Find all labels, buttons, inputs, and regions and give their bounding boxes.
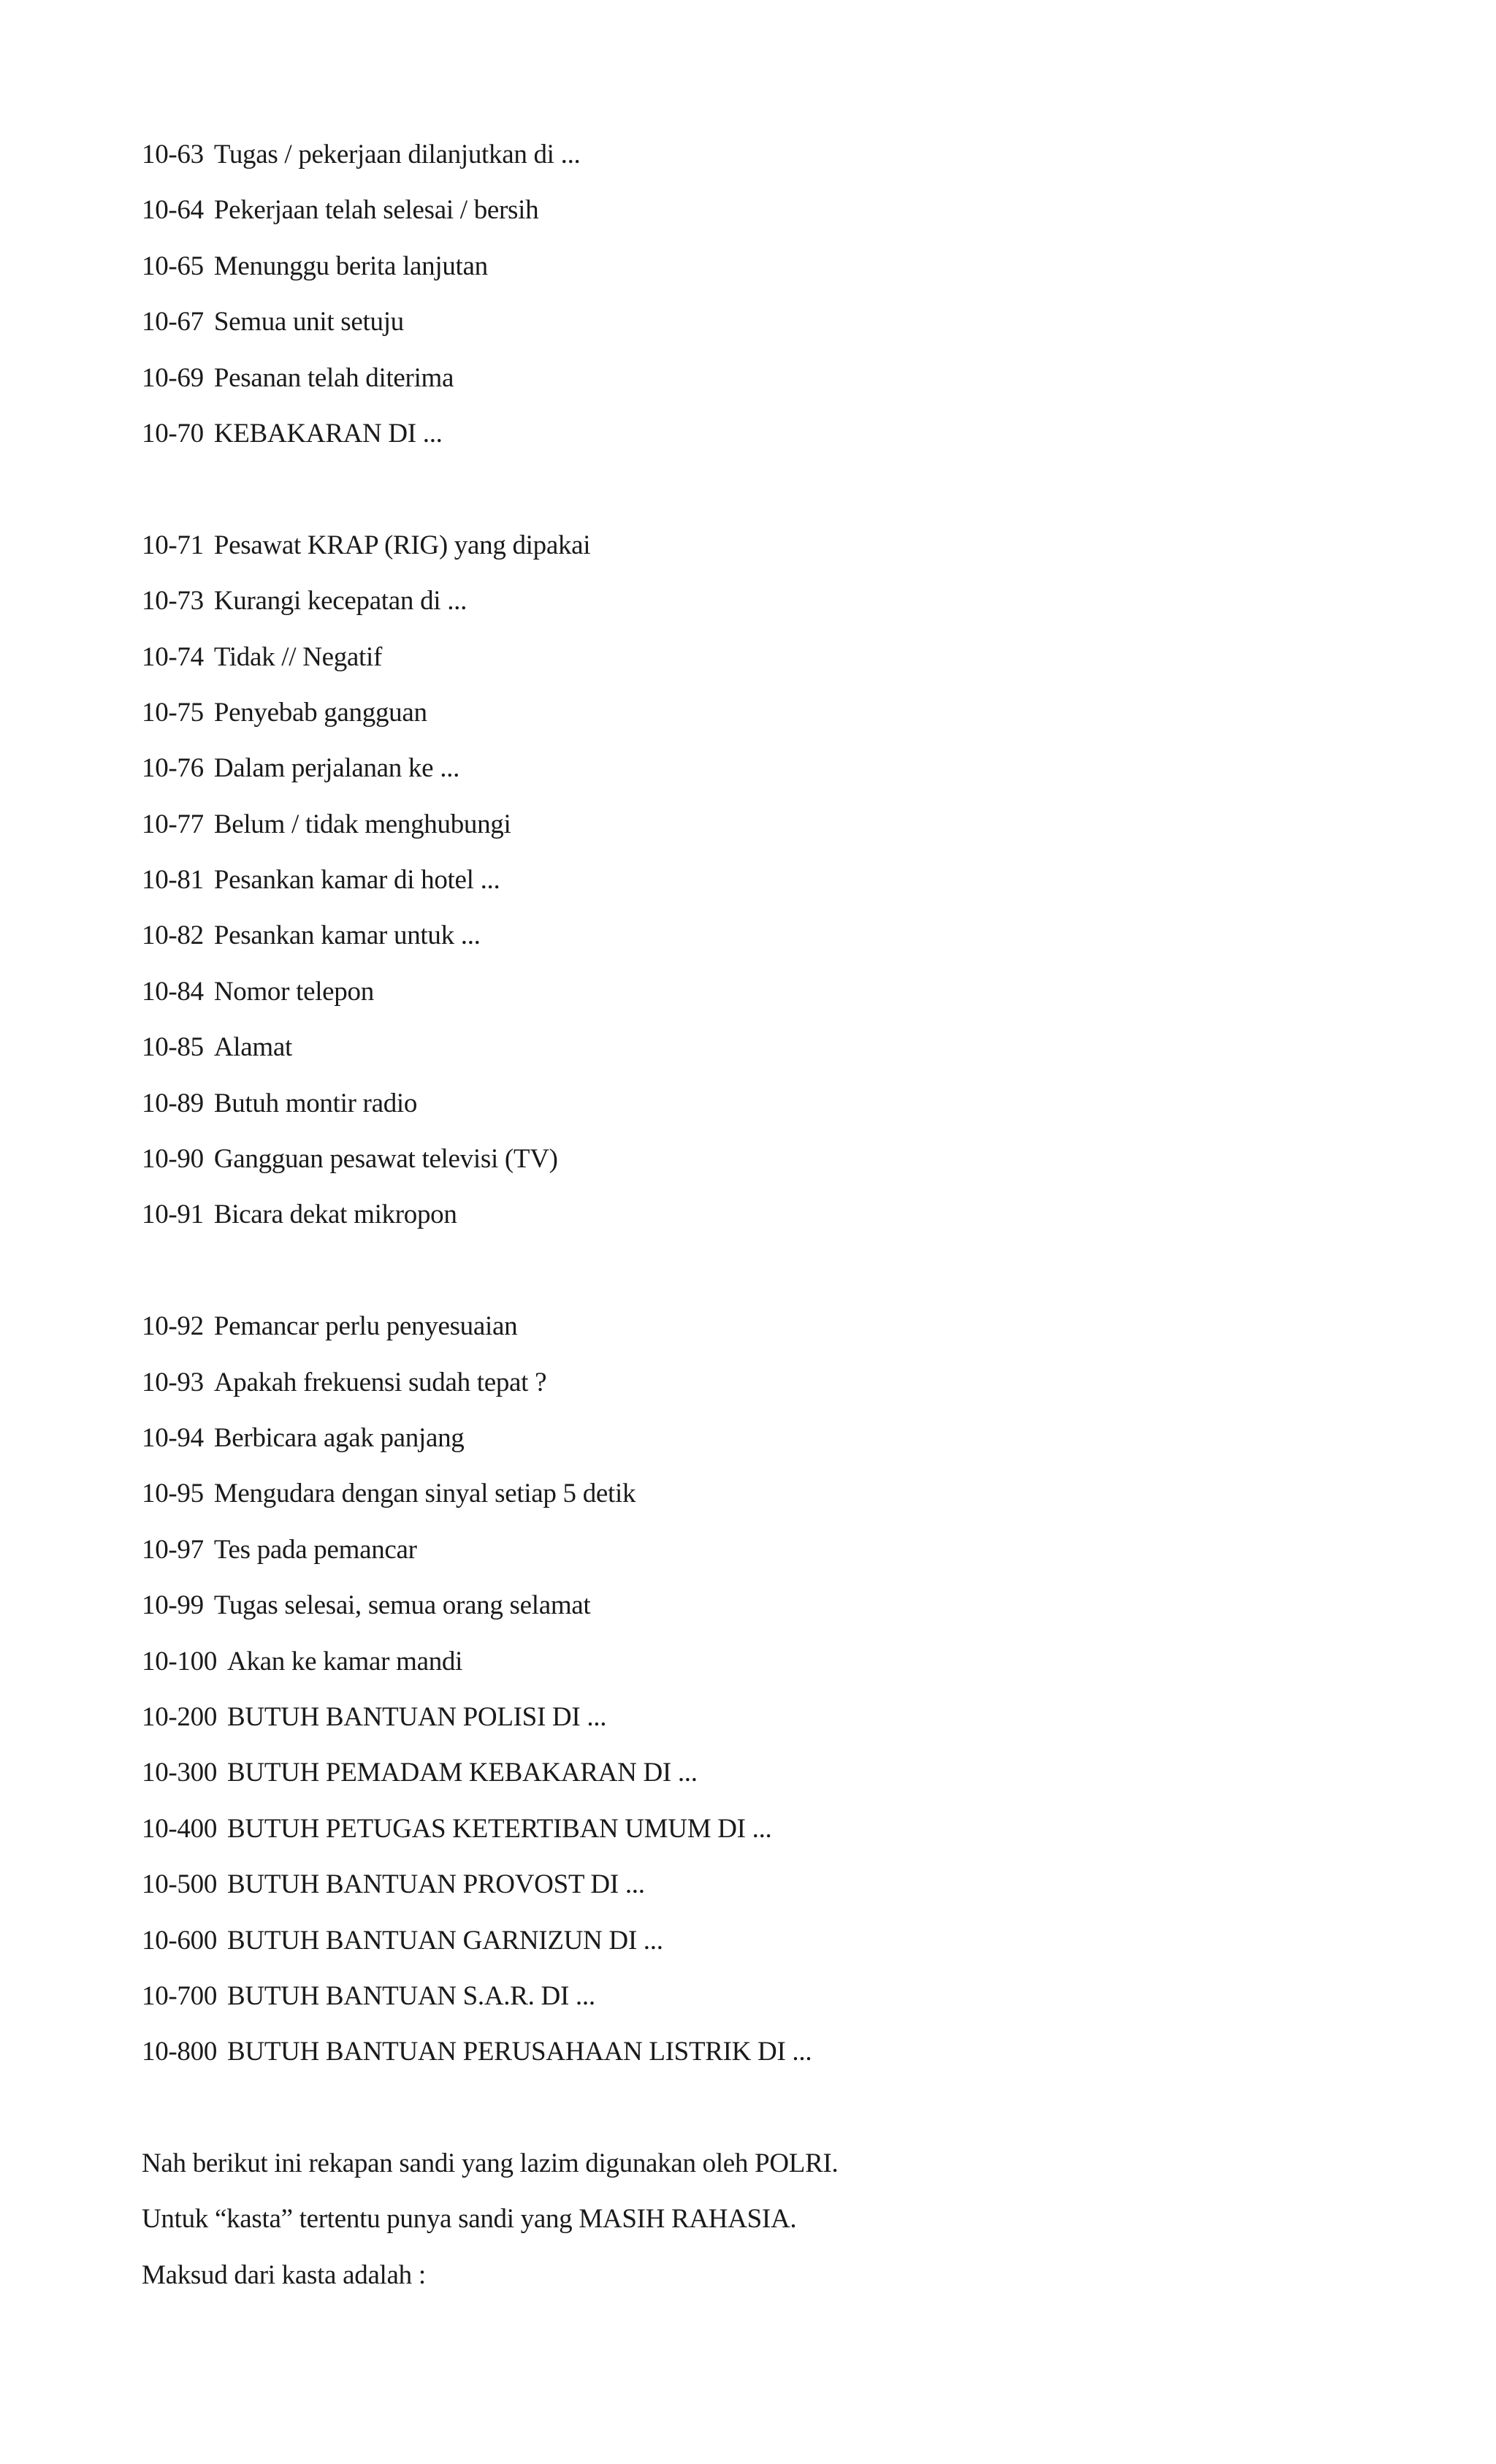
code-number: 10-95 bbox=[142, 1479, 204, 1509]
code-number: 10-93 bbox=[142, 1367, 204, 1397]
code-meaning: Pesankan kamar untuk ... bbox=[213, 920, 481, 951]
code-entry bbox=[142, 694, 1384, 750]
code-number: 10-500 bbox=[142, 1869, 218, 1900]
paragraph-gap bbox=[142, 1252, 1384, 1308]
code-number: 10-100 bbox=[142, 1646, 218, 1677]
code-meaning: Dalam perjalanan ke ... bbox=[213, 753, 460, 784]
code-number: 10-81 bbox=[142, 865, 204, 896]
code-entry bbox=[142, 1029, 1384, 1084]
code-number: 10-76 bbox=[142, 753, 204, 784]
code-entry bbox=[142, 1364, 1384, 1419]
code-number: 10-94 bbox=[142, 1422, 204, 1453]
code-meaning: Tidak // Negatif bbox=[213, 641, 383, 672]
code-entry bbox=[142, 1419, 1384, 1475]
code-number: 10-84 bbox=[142, 976, 204, 1007]
code-meaning: BUTUH PEMADAM KEBAKARAN DI ... bbox=[227, 1758, 698, 1788]
code-meaning: Semua unit setuju bbox=[213, 307, 404, 337]
code-number: 10-700 bbox=[142, 1980, 218, 2011]
code-number: 10-97 bbox=[142, 1534, 204, 1565]
code-entry bbox=[142, 248, 1384, 303]
code-number: 10-800 bbox=[142, 2037, 218, 2067]
code-number: 10-70 bbox=[142, 418, 204, 449]
code-meaning: Pesanan telah diterima bbox=[213, 362, 454, 393]
code-number: 10-82 bbox=[142, 920, 204, 951]
code-meaning: Pesawat KRAP (RIG) yang dipakai bbox=[213, 530, 591, 560]
code-number: 10-89 bbox=[142, 1088, 204, 1118]
code-meaning: Belum / tidak menghubungi bbox=[213, 809, 511, 839]
code-number: 10-92 bbox=[142, 1311, 204, 1342]
code-number: 10-63 bbox=[142, 140, 204, 169]
code-entry bbox=[142, 1698, 1384, 1754]
code-meaning: Menunggu berita lanjutan bbox=[213, 251, 488, 281]
code-entry bbox=[142, 136, 1384, 191]
code-entry bbox=[142, 1085, 1384, 1140]
code-number: 10-64 bbox=[142, 195, 204, 226]
code-number: 10-400 bbox=[142, 1813, 218, 1844]
code-meaning: Nomor telepon bbox=[213, 976, 374, 1007]
code-meaning: BUTUH BANTUAN POLISI DI ... bbox=[227, 1701, 607, 1732]
code-entry bbox=[142, 359, 1384, 415]
code-number: 10-73 bbox=[142, 586, 204, 617]
code-number: 10-75 bbox=[142, 697, 204, 728]
code-entry bbox=[142, 1587, 1384, 1642]
code-meaning: Apakah frekuensi sudah tepat ? bbox=[213, 1367, 547, 1397]
code-entry bbox=[142, 973, 1384, 1029]
code-meaning: BUTUH BANTUAN PERUSAHAAN LISTRIK DI ... bbox=[227, 2037, 812, 2067]
code-entry bbox=[142, 1475, 1384, 1530]
code-meaning: KEBAKARAN DI ... bbox=[213, 418, 443, 449]
code-meaning: Mengudara dengan sinyal setiap 5 detik bbox=[213, 1479, 636, 1509]
code-entry bbox=[142, 415, 1384, 470]
code-entry bbox=[142, 806, 1384, 861]
code-entry bbox=[142, 527, 1384, 582]
code-number: 10-91 bbox=[142, 1199, 204, 1230]
code-entry bbox=[142, 1196, 1384, 1251]
code-entry bbox=[142, 1643, 1384, 1698]
code-meaning: BUTUH BANTUAN S.A.R. DI ... bbox=[227, 1980, 595, 2011]
code-entry bbox=[142, 861, 1384, 917]
code-meaning: Pemancar perlu penyesuaian bbox=[213, 1311, 518, 1342]
code-meaning: Pekerjaan telah selesai / bersih bbox=[213, 195, 539, 226]
code-entry bbox=[142, 303, 1384, 359]
code-entry bbox=[142, 191, 1384, 247]
code-meaning: Tugas selesai, semua orang selamat bbox=[213, 1590, 591, 1621]
code-entry bbox=[142, 1531, 1384, 1587]
code-number: 10-300 bbox=[142, 1758, 218, 1788]
code-number: 10-85 bbox=[142, 1032, 204, 1063]
code-entry bbox=[142, 1922, 1384, 1977]
paragraph-gap bbox=[142, 470, 1384, 526]
code-meaning: Berbicara agak panjang bbox=[213, 1422, 465, 1453]
code-meaning: Alamat bbox=[213, 1032, 292, 1063]
code-number: 10-77 bbox=[142, 809, 204, 839]
code-entry bbox=[142, 2033, 1384, 2089]
code-entry bbox=[142, 1866, 1384, 1921]
closing-line: Maksud dari kasta adalah : bbox=[142, 2259, 426, 2290]
code-entry bbox=[142, 638, 1384, 694]
code-number: 10-71 bbox=[142, 530, 204, 560]
code-meaning: Gangguan pesawat televisi (TV) bbox=[213, 1144, 558, 1175]
code-entry bbox=[142, 582, 1384, 638]
code-meaning: Butuh montir radio bbox=[213, 1088, 418, 1118]
code-entry bbox=[142, 1977, 1384, 2033]
code-entry bbox=[142, 1754, 1384, 1809]
code-meaning: Akan ke kamar mandi bbox=[227, 1646, 463, 1677]
code-number: 10-600 bbox=[142, 1925, 218, 1956]
closing-line: Untuk “kasta” tertentu punya sandi yang MASIH RAHASIA. bbox=[142, 2204, 797, 2235]
code-number: 10-90 bbox=[142, 1144, 204, 1175]
code-meaning: BUTUH PETUGAS KETERTIBAN UMUM DI ... bbox=[227, 1813, 772, 1844]
code-meaning: Pesankan kamar di hotel ... bbox=[213, 865, 500, 896]
code-meaning: Penyebab gangguan bbox=[213, 697, 427, 728]
code-number: 10-74 bbox=[142, 641, 204, 672]
code-entry bbox=[142, 917, 1384, 972]
code-number: 10-99 bbox=[142, 1590, 204, 1621]
code-meaning: BUTUH BANTUAN GARNIZUN DI ... bbox=[227, 1925, 663, 1956]
document-body bbox=[142, 136, 1384, 2312]
closing-line: Nah berikut ini rekapan sandi yang lazim digunakan oleh POLRI. bbox=[142, 2148, 839, 2179]
code-entry bbox=[142, 1810, 1384, 1866]
code-meaning: BUTUH BANTUAN PROVOST DI ... bbox=[227, 1869, 645, 1900]
code-meaning: Tugas / pekerjaan dilanjutkan di ... bbox=[213, 140, 581, 169]
code-number: 10-200 bbox=[142, 1701, 218, 1732]
code-number: 10-69 bbox=[142, 362, 204, 393]
paragraph-gap bbox=[142, 2089, 1384, 2145]
code-entry bbox=[142, 1308, 1384, 1363]
code-meaning: Bicara dekat mikropon bbox=[213, 1199, 457, 1230]
code-entry bbox=[142, 1140, 1384, 1196]
code-meaning: Tes pada pemancar bbox=[213, 1534, 417, 1565]
code-meaning: Kurangi kecepatan di ... bbox=[213, 586, 468, 617]
code-number: 10-67 bbox=[142, 307, 204, 337]
code-number: 10-65 bbox=[142, 251, 204, 281]
code-entry bbox=[142, 750, 1384, 805]
